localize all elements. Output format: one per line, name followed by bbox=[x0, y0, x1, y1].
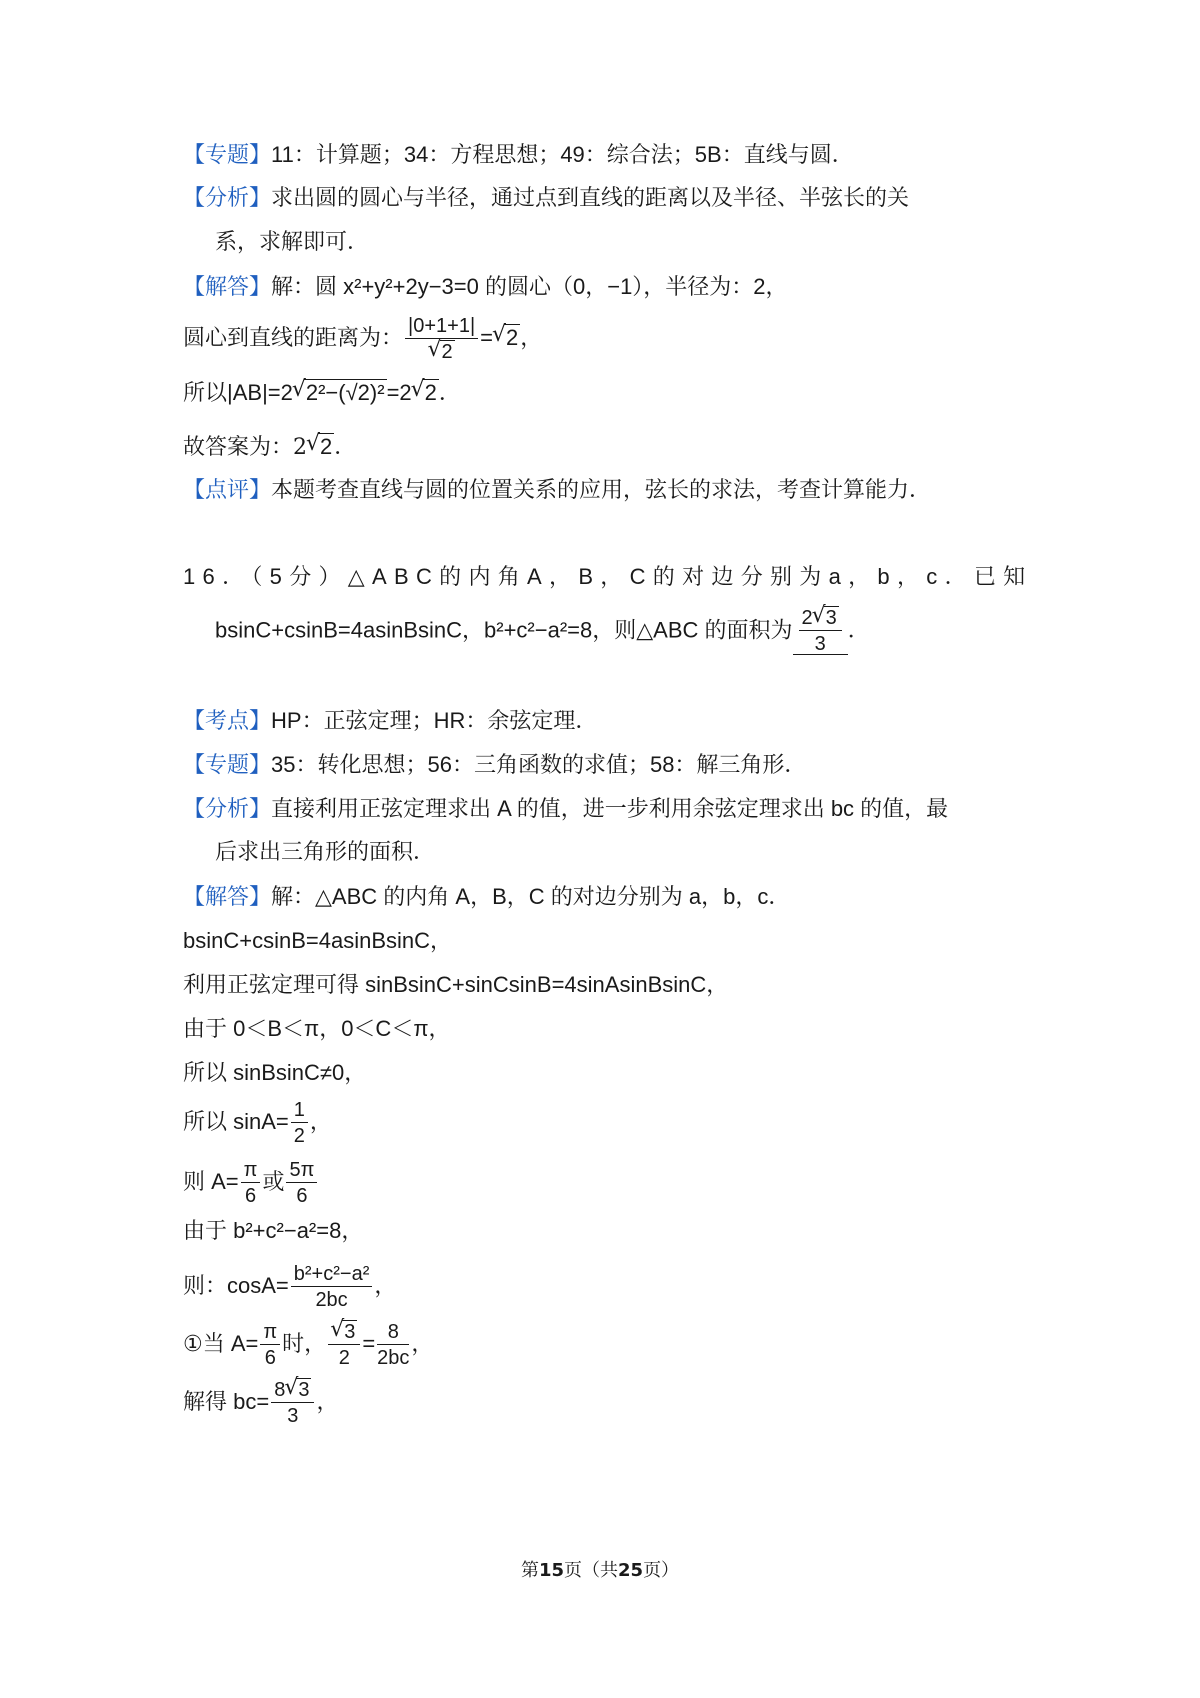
step-5-suffix: ， bbox=[309, 1110, 332, 1135]
ab-radicand: 2²−(√2)² bbox=[305, 380, 385, 405]
kaodian-line bbox=[183, 706, 597, 737]
dianping-tag: 【点评】 bbox=[183, 478, 272, 503]
zhuanti-line-2 bbox=[183, 750, 806, 781]
fenxi-text-2-cont: 后求出三角形的面积． bbox=[215, 840, 436, 865]
step-6-prefix: 则 A= bbox=[183, 1169, 239, 1194]
q16-line-2 bbox=[215, 608, 870, 655]
answer-prefix: 故答案为：2 bbox=[183, 435, 307, 460]
step-9-num: π bbox=[260, 1322, 280, 1345]
distance-eq: = bbox=[480, 325, 493, 350]
q16-answer-rad: 3 bbox=[825, 607, 837, 629]
fenxi-line-2-cont bbox=[215, 838, 435, 868]
distance-prefix: 圆心到直线的距离为： bbox=[183, 326, 404, 351]
fenxi-text: 求出圆的圆心与半径，通过点到直线的距离以及半径、半弦长的关 bbox=[271, 186, 910, 211]
fenxi-line-2 bbox=[183, 794, 948, 825]
footer-text-3: 页） bbox=[643, 1560, 680, 1581]
step-3: 由于 0＜B＜π，0＜C＜π， bbox=[183, 1016, 451, 1041]
zhuanti-tag: 【专题】 bbox=[183, 143, 272, 168]
jieda-line-2 bbox=[183, 882, 790, 913]
ab-eq: =2 bbox=[386, 380, 412, 405]
dianping-text: 本题考查直线与圆的位置关系的应用，弦长的求法，考查计算能力． bbox=[271, 478, 932, 503]
q16-stem-cont: bsinC+csinB=4asinBsinC，b²+c²−a²=8，则△ABC 的面积为 bbox=[215, 617, 793, 643]
zhuanti-tag-2: 【专题】 bbox=[183, 753, 272, 778]
q16-end: ． bbox=[847, 618, 870, 644]
step-6-den2: 6 bbox=[296, 1185, 308, 1207]
step-1: bsinC+csinB=4asinBsinC， bbox=[183, 928, 453, 953]
distance-denominator: 2 bbox=[441, 341, 453, 363]
kaodian-text: HP：正弦定理；HR：余弦定理． bbox=[271, 708, 598, 733]
step-9-den: 6 bbox=[264, 1347, 276, 1369]
step-8 bbox=[183, 1264, 396, 1310]
footer-page-number: 15 bbox=[538, 1560, 564, 1581]
ab-prefix: 所以|AB|=2 bbox=[183, 380, 293, 405]
distance-suffix: ， bbox=[520, 326, 543, 351]
step-8-suffix: ， bbox=[374, 1274, 397, 1299]
fenxi-line-1 bbox=[183, 184, 909, 214]
jieda-line-1 bbox=[183, 272, 788, 303]
zhuanti-text: 11：计算题；34：方程思想；49：综合法；5B：直线与圆． bbox=[271, 142, 854, 167]
fenxi-tag-2: 【分析】 bbox=[183, 797, 272, 822]
step-6-fraction-2 bbox=[286, 1160, 317, 1206]
distance-fraction bbox=[405, 316, 478, 362]
dianping-line bbox=[183, 476, 931, 506]
step-9-eq: = bbox=[362, 1331, 376, 1356]
step-6-num1: π bbox=[241, 1160, 261, 1183]
fenxi-tag: 【分析】 bbox=[183, 186, 272, 211]
fenxi-text-2: 直接利用正弦定理求出 A 的值，进一步利用余弦定理求出 bc 的值，最 bbox=[271, 796, 949, 821]
step-10-prefix: 解得 bc= bbox=[183, 1389, 270, 1414]
step-8-den: 2bc bbox=[315, 1289, 348, 1311]
jieda-text: 解：圆 x²+y²+2y−3=0 的圆心（0，−1），半径为：2， bbox=[271, 274, 788, 299]
step-9-suffix: ， bbox=[411, 1332, 434, 1357]
step-9-den3: 2bc bbox=[377, 1347, 410, 1369]
step-6-mid: 或 bbox=[262, 1170, 285, 1195]
step-6-num2: 5π bbox=[286, 1160, 317, 1183]
step-9-den2: 2 bbox=[338, 1347, 350, 1369]
footer-text-1: 第 bbox=[520, 1560, 539, 1581]
step-6 bbox=[183, 1160, 319, 1206]
q16-answer-coef: 2 bbox=[801, 607, 813, 629]
step-4: 所以 sinBsinC≠0， bbox=[183, 1060, 367, 1085]
step-10 bbox=[183, 1380, 338, 1426]
step-9-prefix: ①当 A= bbox=[183, 1331, 259, 1356]
q16-answer-den: 3 bbox=[814, 633, 826, 655]
step-9 bbox=[183, 1322, 433, 1368]
distance-result: 2 bbox=[506, 325, 519, 350]
footer-text-2: 页（共 bbox=[564, 1560, 618, 1581]
q16-line-1 bbox=[183, 562, 1032, 593]
step-6-den1: 6 bbox=[244, 1185, 257, 1207]
step-5-den: 2 bbox=[293, 1125, 305, 1147]
step-9-num2: 3 bbox=[344, 1321, 356, 1343]
footer-total-pages: 25 bbox=[618, 1560, 644, 1581]
step-10-fraction bbox=[271, 1380, 314, 1426]
step-5-fraction bbox=[291, 1100, 308, 1146]
distance-numerator: |0+1+1| bbox=[405, 316, 478, 339]
fenxi-line-1-cont bbox=[215, 228, 369, 258]
answer-line bbox=[183, 432, 356, 463]
step-10-coef: 8 bbox=[274, 1379, 286, 1401]
jieda-tag-2: 【解答】 bbox=[183, 885, 272, 910]
step-9-fraction-1 bbox=[260, 1322, 280, 1368]
fenxi-text-cont: 系，求解即可． bbox=[215, 230, 370, 255]
step-9-fraction-2 bbox=[328, 1322, 360, 1368]
step-5-num: 1 bbox=[291, 1100, 308, 1123]
step-7: 由于 b²+c²−a²=8， bbox=[183, 1218, 364, 1243]
step-5 bbox=[183, 1100, 332, 1146]
step-8-num: b²+c²−a² bbox=[291, 1264, 373, 1287]
jieda-tag: 【解答】 bbox=[183, 275, 272, 300]
step-10-rad: 3 bbox=[298, 1379, 310, 1401]
jieda-text-2: 解：△ABC 的内角 A，B，C 的对边分别为 a，b，c． bbox=[271, 884, 791, 909]
answer-radicand: 2 bbox=[320, 434, 333, 459]
page-footer bbox=[0, 1556, 1200, 1582]
zhuanti-text-2: 35：转化思想；56：三角函数的求值；58：解三角形． bbox=[271, 752, 807, 777]
step-8-prefix: 则：cosA= bbox=[183, 1273, 289, 1298]
ab-result: 2 bbox=[424, 380, 437, 405]
step-9-fraction-3 bbox=[377, 1322, 409, 1368]
ab-suffix: ． bbox=[438, 381, 461, 406]
step-10-suffix: ， bbox=[316, 1390, 339, 1415]
distance-line bbox=[183, 316, 542, 362]
step-10-den: 3 bbox=[287, 1405, 299, 1427]
zhuanti-line-1 bbox=[183, 140, 854, 171]
step-6-fraction-1 bbox=[241, 1160, 261, 1206]
step-9-mid: 时， bbox=[282, 1332, 327, 1357]
step-2: 利用正弦定理可得 sinBsinC+sinCsinB=4sinAsinBsinC， bbox=[183, 972, 729, 997]
q16-answer-blank bbox=[793, 608, 848, 655]
step-5-prefix: 所以 sinA= bbox=[183, 1109, 289, 1134]
step-9-num3: 8 bbox=[377, 1322, 409, 1345]
ab-line bbox=[183, 378, 461, 409]
answer-suffix: ． bbox=[334, 435, 357, 460]
step-8-fraction bbox=[291, 1264, 373, 1310]
q16-stem: 16．（5分）△ABC的内角A，B，C的对边分别为a，b，c．已知 bbox=[183, 564, 1033, 589]
kaodian-tag: 【考点】 bbox=[183, 709, 272, 734]
